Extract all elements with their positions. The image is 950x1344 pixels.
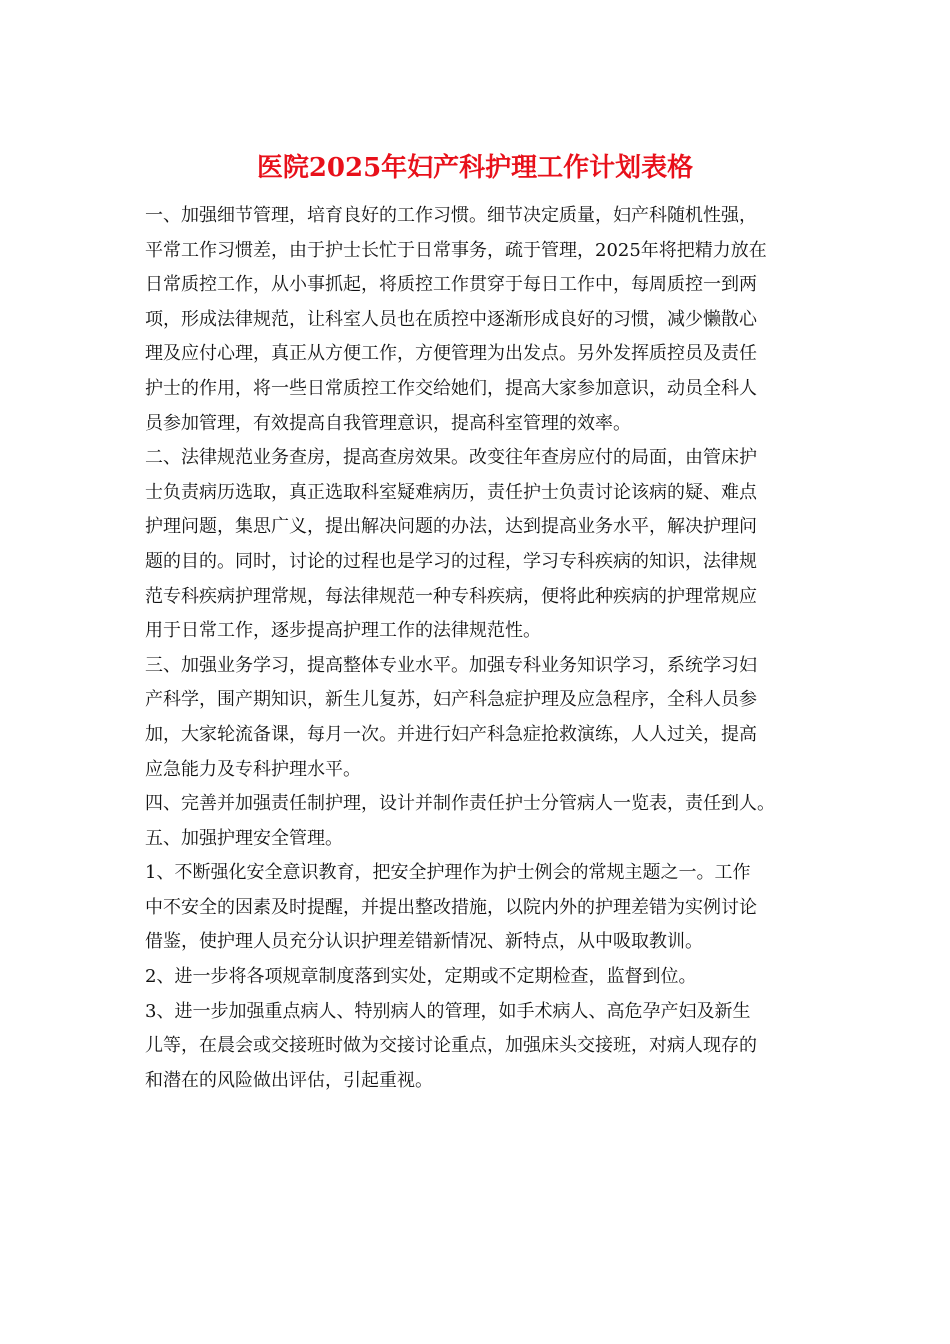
body-line: 应急能力及专科护理水平。 xyxy=(145,758,361,780)
body-line: 3、进一步加强重点病人、特别病人的管理，如手术病人、高危孕产妇及新生 xyxy=(145,1000,751,1022)
body-line: 和潜在的风险做出评估，引起重视。 xyxy=(145,1069,433,1091)
body-line: 一、加强细节管理，培育良好的工作习惯。细节决定质量，妇产科随机性强， xyxy=(145,205,757,226)
body-line: 五、加强护理安全管理。 xyxy=(145,827,343,849)
body-line: 士负责病历选取，真正选取科室疑难病历，责任护士负责讨论该病的疑、难点 xyxy=(145,481,757,503)
body-line: 项，形成法律规范，让科室人员也在质控中逐渐形成良好的习惯，减少懒散心 xyxy=(145,308,757,330)
document-body xyxy=(145,199,825,1098)
body-line: 借鉴，使护理人员充分认识护理差错新情况、新特点，从中吸取教训。 xyxy=(145,931,703,953)
body-line: 范专科疾病护理常规，每法律规范一种专科疾病，便将此种疾病的护理常规应 xyxy=(145,585,757,607)
body-line: 理及应付心理，真正从方便工作，方便管理为出发点。另外发挥质控员及责任 xyxy=(145,343,757,365)
body-line: 护士的作用，将一些日常质控工作交给她们，提高大家参加意识，动员全科人 xyxy=(145,377,757,399)
body-line: 护理问题，集思广义，提出解决问题的办法，达到提高业务水平，解决护理问 xyxy=(145,516,757,538)
body-line: 产科学，围产期知识，新生儿复苏，妇产科急症护理及应急程序，全科人员参 xyxy=(145,689,757,711)
body-line: 加，大家轮流备课，每月一次。并进行妇产科急症抢救演练，人人过关，提高 xyxy=(145,723,757,745)
body-line: 中不安全的因素及时提醒，并提出整改措施，以院内外的护理差错为实例讨论 xyxy=(145,896,757,918)
body-line: 题的目的。同时，讨论的过程也是学习的过程，学习专科疾病的知识，法律规 xyxy=(145,550,757,572)
body-line: 儿等，在晨会或交接班时做为交接讨论重点，加强床头交接班，对病人现存的 xyxy=(145,1035,757,1057)
body-line: 员参加管理，有效提高自我管理意识，提高科室管理的效率。 xyxy=(145,412,631,434)
body-line: 三、加强业务学习，提高整体专业水平。加强专科业务知识学习，系统学习妇 xyxy=(145,654,757,676)
body-line: 1、不断强化安全意识教育，把安全护理作为护士例会的常规主题之一。工作 xyxy=(145,862,751,884)
body-line: 2、进一步将各项规章制度落到实处，定期或不定期检查，监督到位。 xyxy=(145,966,697,988)
document-title: 医院2025年妇产科护理工作计划表格 xyxy=(256,153,694,183)
body-line: 四、完善并加强责任制护理，设计并制作责任护士分管病人一览表，责任到人。 xyxy=(145,793,775,815)
body-line: 用于日常工作，逐步提高护理工作的法律规范性。 xyxy=(145,620,541,642)
body-line: 日常质控工作，从小事抓起，将质控工作贯穿于每日工作中，每周质控一到两 xyxy=(145,274,757,296)
body-line: 平常工作习惯差，由于护士长忙于日常事务，疏于管理，2025年将把精力放在 xyxy=(145,239,767,261)
body-line: 二、法律规范业务查房，提高查房效果。改变往年查房应付的局面，由管床护 xyxy=(145,447,757,469)
